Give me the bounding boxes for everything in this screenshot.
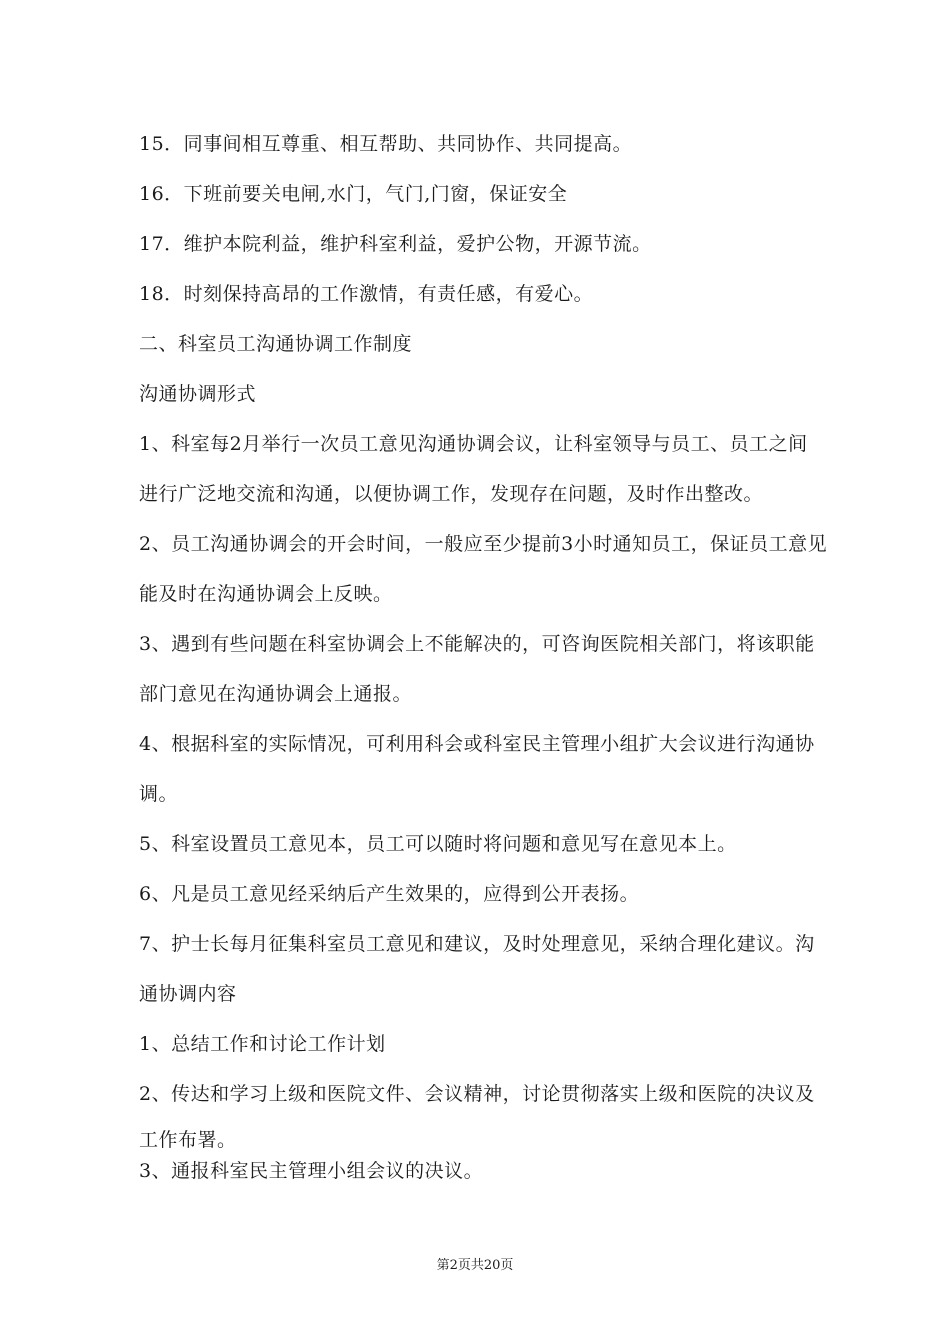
text-line: 通协调内容	[139, 983, 237, 1005]
text-line: 16．下班前要关电闸,水门，气门,门窗，保证安全	[139, 183, 568, 205]
text-line: 工作布署。	[139, 1129, 237, 1151]
page-number: 第2页共20页	[436, 1258, 514, 1273]
text-line: 15．同事间相互尊重、相互帮助、共同协作、共同提高。	[139, 133, 633, 155]
text-line: 2、传达和学习上级和医院文件、会议精神，讨论贯彻落实上级和医院的决议及	[139, 1083, 815, 1105]
text-line: 18．时刻保持高昂的工作激情，有责任感，有爱心。	[139, 283, 594, 305]
text-line: 4、根据科室的实际情况，可利用科会或科室民主管理小组扩大会议进行沟通协	[139, 733, 815, 755]
section-heading: 二、科室员工沟通协调工作制度	[139, 333, 413, 355]
text-line: 部门意见在沟通协调会上通报。	[139, 683, 413, 705]
text-line: 进行广泛地交流和沟通，以便协调工作，发现存在问题，及时作出整改。	[139, 483, 764, 505]
text-line: 能及时在沟通协调会上反映。	[139, 583, 393, 605]
text-line: 6、凡是员工意见经采纳后产生效果的，应得到公开表扬。	[139, 883, 640, 905]
subsection-heading: 沟通协调形式	[139, 383, 257, 405]
text-line: 7、护士长每月征集科室员工意见和建议，及时处理意见，采纳合理化建议。沟	[139, 933, 815, 955]
text-line: 1、科室每2月举行一次员工意见沟通协调会议，让科室领导与员工、员工之间	[139, 433, 808, 455]
text-line: 1、总结工作和讨论工作计划	[139, 1033, 386, 1055]
text-line: 17．维护本院利益，维护科室利益，爱护公物，开源节流。	[139, 233, 652, 255]
text-line: 3、通报科室民主管理小组会议的决议。	[139, 1160, 484, 1182]
text-line: 5、科室设置员工意见本，员工可以随时将问题和意见写在意见本上。	[139, 833, 737, 855]
text-line: 调。	[139, 783, 179, 805]
text-line: 2、员工沟通协调会的开会时间，一般应至少提前3小时通知员工，保证员工意见	[139, 533, 828, 555]
text-line: 3、遇到有些问题在科室协调会上不能解决的，可咨询医院相关部门，将该职能	[139, 633, 815, 655]
